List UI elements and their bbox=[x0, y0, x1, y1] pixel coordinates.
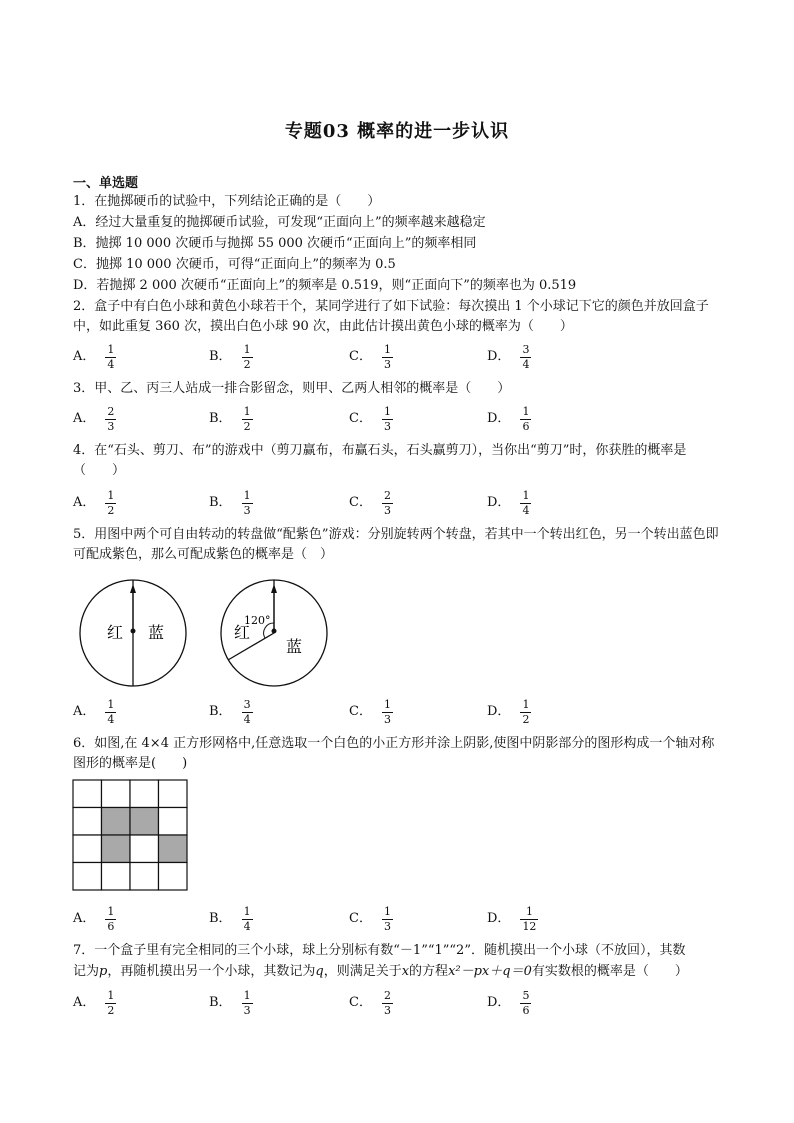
grid-cell bbox=[73, 808, 102, 836]
option-label: C． bbox=[349, 911, 372, 926]
q4-options bbox=[73, 488, 723, 518]
grid-cell bbox=[130, 863, 159, 891]
fraction bbox=[382, 906, 393, 933]
q6-option-d bbox=[487, 904, 538, 934]
q5-options bbox=[73, 697, 723, 727]
fraction bbox=[382, 406, 393, 433]
q2-option-c bbox=[349, 342, 393, 372]
numerator: 1 bbox=[107, 697, 115, 711]
numerator: 1 bbox=[383, 904, 391, 918]
grid-cell bbox=[102, 863, 131, 891]
grid-cell bbox=[73, 835, 102, 863]
q7-option-c bbox=[349, 988, 393, 1018]
fraction bbox=[382, 990, 393, 1017]
fraction bbox=[105, 406, 116, 433]
grid-cell bbox=[102, 780, 131, 808]
q1-option-d: D．若抛掷 2 000 次硬币“正面向上”的频率是 0.519，则“正面向下”的频率也为 0.519 bbox=[73, 278, 577, 293]
option-label: B． bbox=[209, 495, 232, 510]
spinner2-angle-label: 120° bbox=[244, 614, 271, 627]
q1-option-a: A．经过大量重复的抛掷硬币试验，可发现“正面向上”的频率越来越稳定 bbox=[73, 215, 486, 230]
numerator: 1 bbox=[107, 904, 115, 918]
equation: x²－px＋q＝0 bbox=[448, 964, 532, 979]
denominator: 6 bbox=[107, 919, 115, 933]
denominator: 6 bbox=[522, 419, 530, 433]
numerator: 5 bbox=[522, 988, 530, 1002]
section-title: 一、单选题 bbox=[73, 176, 139, 191]
fraction bbox=[242, 490, 253, 517]
option-label: A． bbox=[73, 911, 96, 926]
q4-option-c bbox=[349, 488, 393, 518]
denominator: 3 bbox=[383, 1003, 391, 1017]
q3-options bbox=[73, 404, 723, 434]
q2-option-d bbox=[487, 342, 531, 372]
q7-option-b bbox=[209, 988, 253, 1018]
q1-option-b: B．抛掷 10 000 次硬币与抛掷 55 000 次硬币“正面向上”的频率相同 bbox=[73, 236, 477, 251]
denominator: 3 bbox=[243, 503, 251, 517]
q4-option-d bbox=[487, 488, 531, 518]
q3-option-b bbox=[209, 404, 253, 434]
fraction bbox=[105, 699, 116, 726]
option-label: C． bbox=[349, 995, 372, 1010]
q5-option-b bbox=[209, 697, 253, 727]
text: ，再随机摸出另一个小球，其数记为 bbox=[107, 964, 316, 979]
spinner1-label-blue: 蓝 bbox=[148, 623, 165, 642]
option-label: C． bbox=[349, 411, 372, 426]
denominator: 2 bbox=[107, 503, 115, 517]
option-label: C． bbox=[349, 349, 372, 364]
numerator: 1 bbox=[107, 342, 115, 356]
fraction bbox=[242, 906, 253, 933]
q6-stem: 6．如图,在 4×4 正方形网格中,任意选取一个白色的小正方形并涂上阴影,使图中阴影部分的图形构成一个轴对称图形的概率是( ) bbox=[73, 736, 715, 771]
grid-cell bbox=[130, 780, 159, 808]
fraction bbox=[520, 490, 531, 517]
numerator: 1 bbox=[522, 404, 530, 418]
denominator: 2 bbox=[522, 712, 530, 726]
numerator: 2 bbox=[383, 988, 391, 1002]
q5-option-d bbox=[487, 697, 531, 727]
q3-stem: 3．甲、乙、丙三人站成一排合影留念，则甲、乙两人相邻的概率是（ ） bbox=[73, 381, 511, 396]
text: ，则满足关于 bbox=[323, 964, 402, 979]
numerator: 1 bbox=[243, 904, 251, 918]
option-label: D． bbox=[487, 911, 511, 926]
q7-option-a bbox=[73, 988, 116, 1018]
fraction bbox=[382, 344, 393, 371]
grid-cell bbox=[159, 863, 188, 891]
option-label: C． bbox=[349, 704, 372, 719]
denominator: 3 bbox=[383, 419, 391, 433]
q1-option-c: C．抛掷 10 000 次硬币，可得“正面向上”的频率为 0.5 bbox=[73, 257, 396, 272]
denominator: 4 bbox=[243, 712, 251, 726]
option-label: A． bbox=[73, 349, 96, 364]
numerator: 1 bbox=[525, 904, 533, 918]
option-label: D． bbox=[487, 411, 511, 426]
option-label: D． bbox=[487, 349, 511, 364]
denominator: 2 bbox=[243, 357, 251, 371]
denominator: 3 bbox=[383, 357, 391, 371]
q5-option-c bbox=[349, 697, 393, 727]
pointer-arrow-icon bbox=[271, 584, 277, 593]
option-label: B． bbox=[209, 411, 232, 426]
q5-option-a bbox=[73, 697, 116, 727]
variable-p: p bbox=[99, 964, 108, 979]
fraction bbox=[520, 406, 531, 433]
fraction bbox=[242, 406, 253, 433]
q2-stem: 2．盒子中有白色小球和黄色小球若干个，某同学进行了如下试验：每次摸出 1 个小球记下它的颜色并放回盒子中，如此重复 360 次，摸出白色小球 90 次，由此估计摸出黄色小球的概率为（ ） bbox=[73, 299, 709, 334]
denominator: 2 bbox=[107, 1003, 115, 1017]
q6-option-a bbox=[73, 904, 116, 934]
fraction bbox=[382, 699, 393, 726]
spinner-2 bbox=[221, 580, 327, 686]
numerator: 1 bbox=[243, 488, 251, 502]
q3-option-c bbox=[349, 404, 393, 434]
fraction bbox=[105, 906, 116, 933]
q4-option-a bbox=[73, 488, 116, 518]
numerator: 1 bbox=[243, 988, 251, 1002]
spinner-diagram bbox=[78, 578, 338, 690]
q7-line-2 bbox=[73, 962, 688, 982]
numerator: 1 bbox=[522, 488, 530, 502]
option-label: A． bbox=[73, 495, 96, 510]
denominator: 12 bbox=[522, 919, 537, 933]
grid-cell bbox=[73, 863, 102, 891]
grid-cell-shaded bbox=[102, 835, 131, 863]
grid-cell bbox=[159, 808, 188, 836]
option-label: A． bbox=[73, 995, 96, 1010]
option-label: D． bbox=[487, 495, 511, 510]
q1-stem: 1．在抛掷硬币的试验中，下列结论正确的是（ ） bbox=[73, 194, 381, 209]
fraction bbox=[242, 699, 253, 726]
spinner-1 bbox=[80, 580, 186, 686]
q2-option-b bbox=[209, 342, 253, 372]
page-title: 专题03 概率的进一步认识 bbox=[284, 121, 510, 142]
numerator: 1 bbox=[107, 988, 115, 1002]
option-label: C． bbox=[349, 495, 372, 510]
denominator: 3 bbox=[107, 419, 115, 433]
variable-x: x bbox=[401, 964, 410, 979]
numerator: 2 bbox=[107, 404, 115, 418]
grid-diagram bbox=[72, 779, 190, 892]
option-label: D． bbox=[487, 995, 511, 1010]
q6-options bbox=[73, 904, 723, 934]
option-label: D． bbox=[487, 704, 511, 719]
denominator: 4 bbox=[243, 919, 251, 933]
fraction bbox=[520, 990, 531, 1017]
q6-option-b bbox=[209, 904, 253, 934]
spinner2-label-red: 红 bbox=[234, 623, 251, 642]
q7-option-d bbox=[487, 988, 531, 1018]
pointer-arrow-icon bbox=[130, 584, 136, 593]
denominator: 3 bbox=[383, 712, 391, 726]
variable-q: q bbox=[315, 964, 324, 979]
denominator: 4 bbox=[107, 357, 115, 371]
numerator: 3 bbox=[243, 697, 251, 711]
q7-options bbox=[73, 988, 723, 1018]
option-label: B． bbox=[209, 349, 232, 364]
option-label: B． bbox=[209, 704, 232, 719]
grid-cell bbox=[130, 835, 159, 863]
fraction bbox=[520, 344, 531, 371]
text: 的方程 bbox=[409, 964, 449, 979]
numerator: 1 bbox=[243, 342, 251, 356]
spinner1-label-red: 红 bbox=[107, 623, 124, 642]
denominator: 4 bbox=[522, 503, 530, 517]
q3-option-a bbox=[73, 404, 116, 434]
grid-cell-shaded bbox=[159, 835, 188, 863]
denominator: 2 bbox=[243, 419, 251, 433]
spinner2-label-blue: 蓝 bbox=[286, 637, 303, 656]
denominator: 6 bbox=[522, 1003, 530, 1017]
text: 记为 bbox=[73, 964, 100, 979]
grid-cell-shaded bbox=[130, 808, 159, 836]
denominator: 3 bbox=[383, 919, 391, 933]
fraction bbox=[105, 490, 116, 517]
option-label: B． bbox=[209, 911, 232, 926]
numerator: 3 bbox=[522, 342, 530, 356]
fraction bbox=[382, 490, 393, 517]
numerator: 1 bbox=[383, 342, 391, 356]
numerator: 1 bbox=[383, 697, 391, 711]
denominator: 3 bbox=[383, 503, 391, 517]
option-label: A． bbox=[73, 411, 96, 426]
option-label: B． bbox=[209, 995, 232, 1010]
q7-line-1: 7．一个盒子里有完全相同的三个小球，球上分别标有数“－1”“1”“2”．随机摸出一个小球（不放回），其数 bbox=[73, 943, 686, 958]
numerator: 1 bbox=[522, 697, 530, 711]
numerator: 1 bbox=[243, 404, 251, 418]
q2-option-a bbox=[73, 342, 116, 372]
grid-cell bbox=[73, 780, 102, 808]
fraction bbox=[520, 699, 531, 726]
q6-option-c bbox=[349, 904, 393, 934]
numerator: 1 bbox=[107, 488, 115, 502]
grid-cell bbox=[159, 780, 188, 808]
denominator: 3 bbox=[243, 1003, 251, 1017]
denominator: 4 bbox=[107, 712, 115, 726]
denominator: 4 bbox=[522, 357, 530, 371]
fraction bbox=[520, 906, 538, 933]
text: 有实数根的概率是（ ） bbox=[531, 964, 688, 979]
fraction bbox=[105, 344, 116, 371]
q5-stem: 5．用图中两个可自由转动的转盘做“配紫色”游戏：分别旋转两个转盘，若其中一个转出红色，另一个转出蓝色即可配成紫色，那么可配成紫色的概率是（ ） bbox=[73, 527, 719, 562]
fraction bbox=[105, 990, 116, 1017]
q4-stem: 4．在“石头、剪刀、布”的游戏中（剪刀赢布，布赢石头，石头赢剪刀），当你出“剪刀”时，你获胜的概率是（ ） bbox=[73, 443, 687, 478]
q2-options bbox=[73, 342, 723, 372]
numerator: 1 bbox=[383, 404, 391, 418]
q4-option-b bbox=[209, 488, 253, 518]
fraction bbox=[242, 990, 253, 1017]
q3-option-d bbox=[487, 404, 531, 434]
fraction bbox=[242, 344, 253, 371]
option-label: A． bbox=[73, 704, 96, 719]
numerator: 2 bbox=[383, 488, 391, 502]
grid-cell-shaded bbox=[102, 808, 131, 836]
